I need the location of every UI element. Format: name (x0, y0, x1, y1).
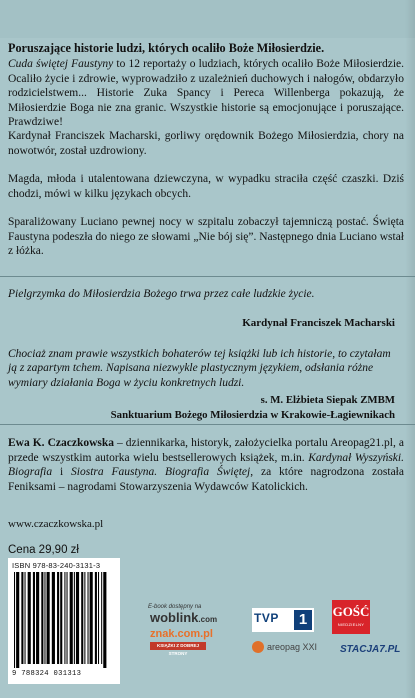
quote-macharski: Pielgrzymka do Miłosierdzia Bożego trwa przez całe ludzkie życie. (8, 288, 315, 300)
quote-siepak-attribution (111, 393, 395, 422)
intro-book-title: Cuda świętej Faustyny (8, 58, 114, 70)
quote-siepak-author: s. M. Elżbieta Siepak ZMBM (260, 394, 395, 406)
tvp-label: TVP (254, 611, 279, 625)
price: Cena 29,90 zł (8, 544, 79, 556)
paragraph-luciano: Sparaliżowany Luciano pewnej nocy w szpitalu zobaczył tajemniczą postać. Święta Faustyna podeszła do niego ze słowami „Nie bój się”. Następnego dnia Luciano wstał z łóżka. (8, 216, 404, 258)
quote-macharski-author: Kardynał Franciszek Macharski (242, 317, 395, 329)
cover-top-strip (0, 0, 415, 38)
barcode (8, 558, 120, 684)
barcode-digits: 9 788324 031313 (12, 670, 82, 678)
headline: Poruszające historie ludzi, których ocaliło Boże Miłosierdzie. (8, 41, 325, 55)
woblink-logo (150, 610, 217, 625)
areopag-label: areopag XXI (267, 642, 318, 652)
quote-siepak-affiliation: Sanktuarium Bożego Miłosierdzia w Krakowie-Łagiewnikach (110, 408, 395, 421)
bio-book-2: Siostra Faustyna. Biografia Świętej (71, 466, 251, 479)
divider-bottom (0, 424, 415, 425)
barcode-icon (12, 572, 116, 668)
intro-text: to 12 reportaży o ludziach, których ocaliło Boże Miłosierdzie. Ocaliło życie i zdrowie, wyprowadziło z uzależnień duchowych i nałogów, obdarzyło rodzicielstwem... Historie Zuka Spancy i Pereca Willenberga pokazują, że Miłosierdzie Boga nie zna granic. Wszystkie historie są emocjonujące i poruszające. Prawdziwe! (8, 58, 405, 129)
quote-siepak: Chociaż znam prawie wszystkich bohaterów tej książki lub ich historie, to czytałam ją z zapartym tchem. Napisana niezwykle plastycznym językiem, odsłania różne wymiary działania Boga w życiu konkretnych ludzi. (8, 348, 391, 389)
author-name: Ewa K. Czaczkowska (8, 437, 115, 449)
woblink-caption: E-book dostępny na (148, 604, 202, 610)
gosc-niedzielny-logo (332, 600, 370, 634)
areopag-circle-icon (252, 641, 264, 653)
bio-text-3: , za które nagrodzona została Feniksami – nagrodami Stowarzyszenia Wydawców Katolickich. (8, 466, 404, 493)
isbn-label: ISBN 978-83-240-3131-3 (12, 561, 101, 570)
znak-logo: znak.com.pl (150, 628, 213, 640)
tvp1-logo (252, 608, 314, 632)
author-website: www.czaczkowska.pl (8, 518, 104, 530)
znak-tagline: KSIĄŻKI Z DOBREJ STRONY (150, 642, 206, 650)
stacja7-logo: STACJA7.PL (340, 644, 401, 655)
areopag-logo (252, 640, 317, 654)
woblink-suffix: .com (198, 615, 218, 624)
gosc-label: GOŚĆ (332, 604, 370, 619)
bio-text-1: – dziennikarka, historyk, założycielka portalu Areopag21.pl, a przede wszystkim autorka wielu bestsellerowych książek, m.in. (8, 437, 404, 464)
woblink-name: woblink (150, 610, 199, 625)
paragraph-magda: Magda, młoda i utalentowana dziewczyna, w wypadku straciła część czaszki. Dziś chodzi, mówi w kilku językach obcych. (8, 173, 404, 200)
divider-top (0, 276, 415, 277)
spine-shadow (405, 0, 415, 698)
bio-text-2: i (52, 466, 72, 479)
paragraph-macharski: Kardynał Franciszek Macharski, gorliwy orędownik Bożego Miłosierdzia, chory na nowotwór, został uzdrowiony. (8, 130, 404, 157)
bio-book-1: Kardynał Wyszyński. Biografia (8, 451, 404, 479)
gosc-subtitle: NIEDZIELNY (337, 622, 365, 627)
tvp-number: 1 (294, 610, 312, 630)
author-bio (8, 436, 404, 494)
intro-paragraph (8, 57, 404, 130)
